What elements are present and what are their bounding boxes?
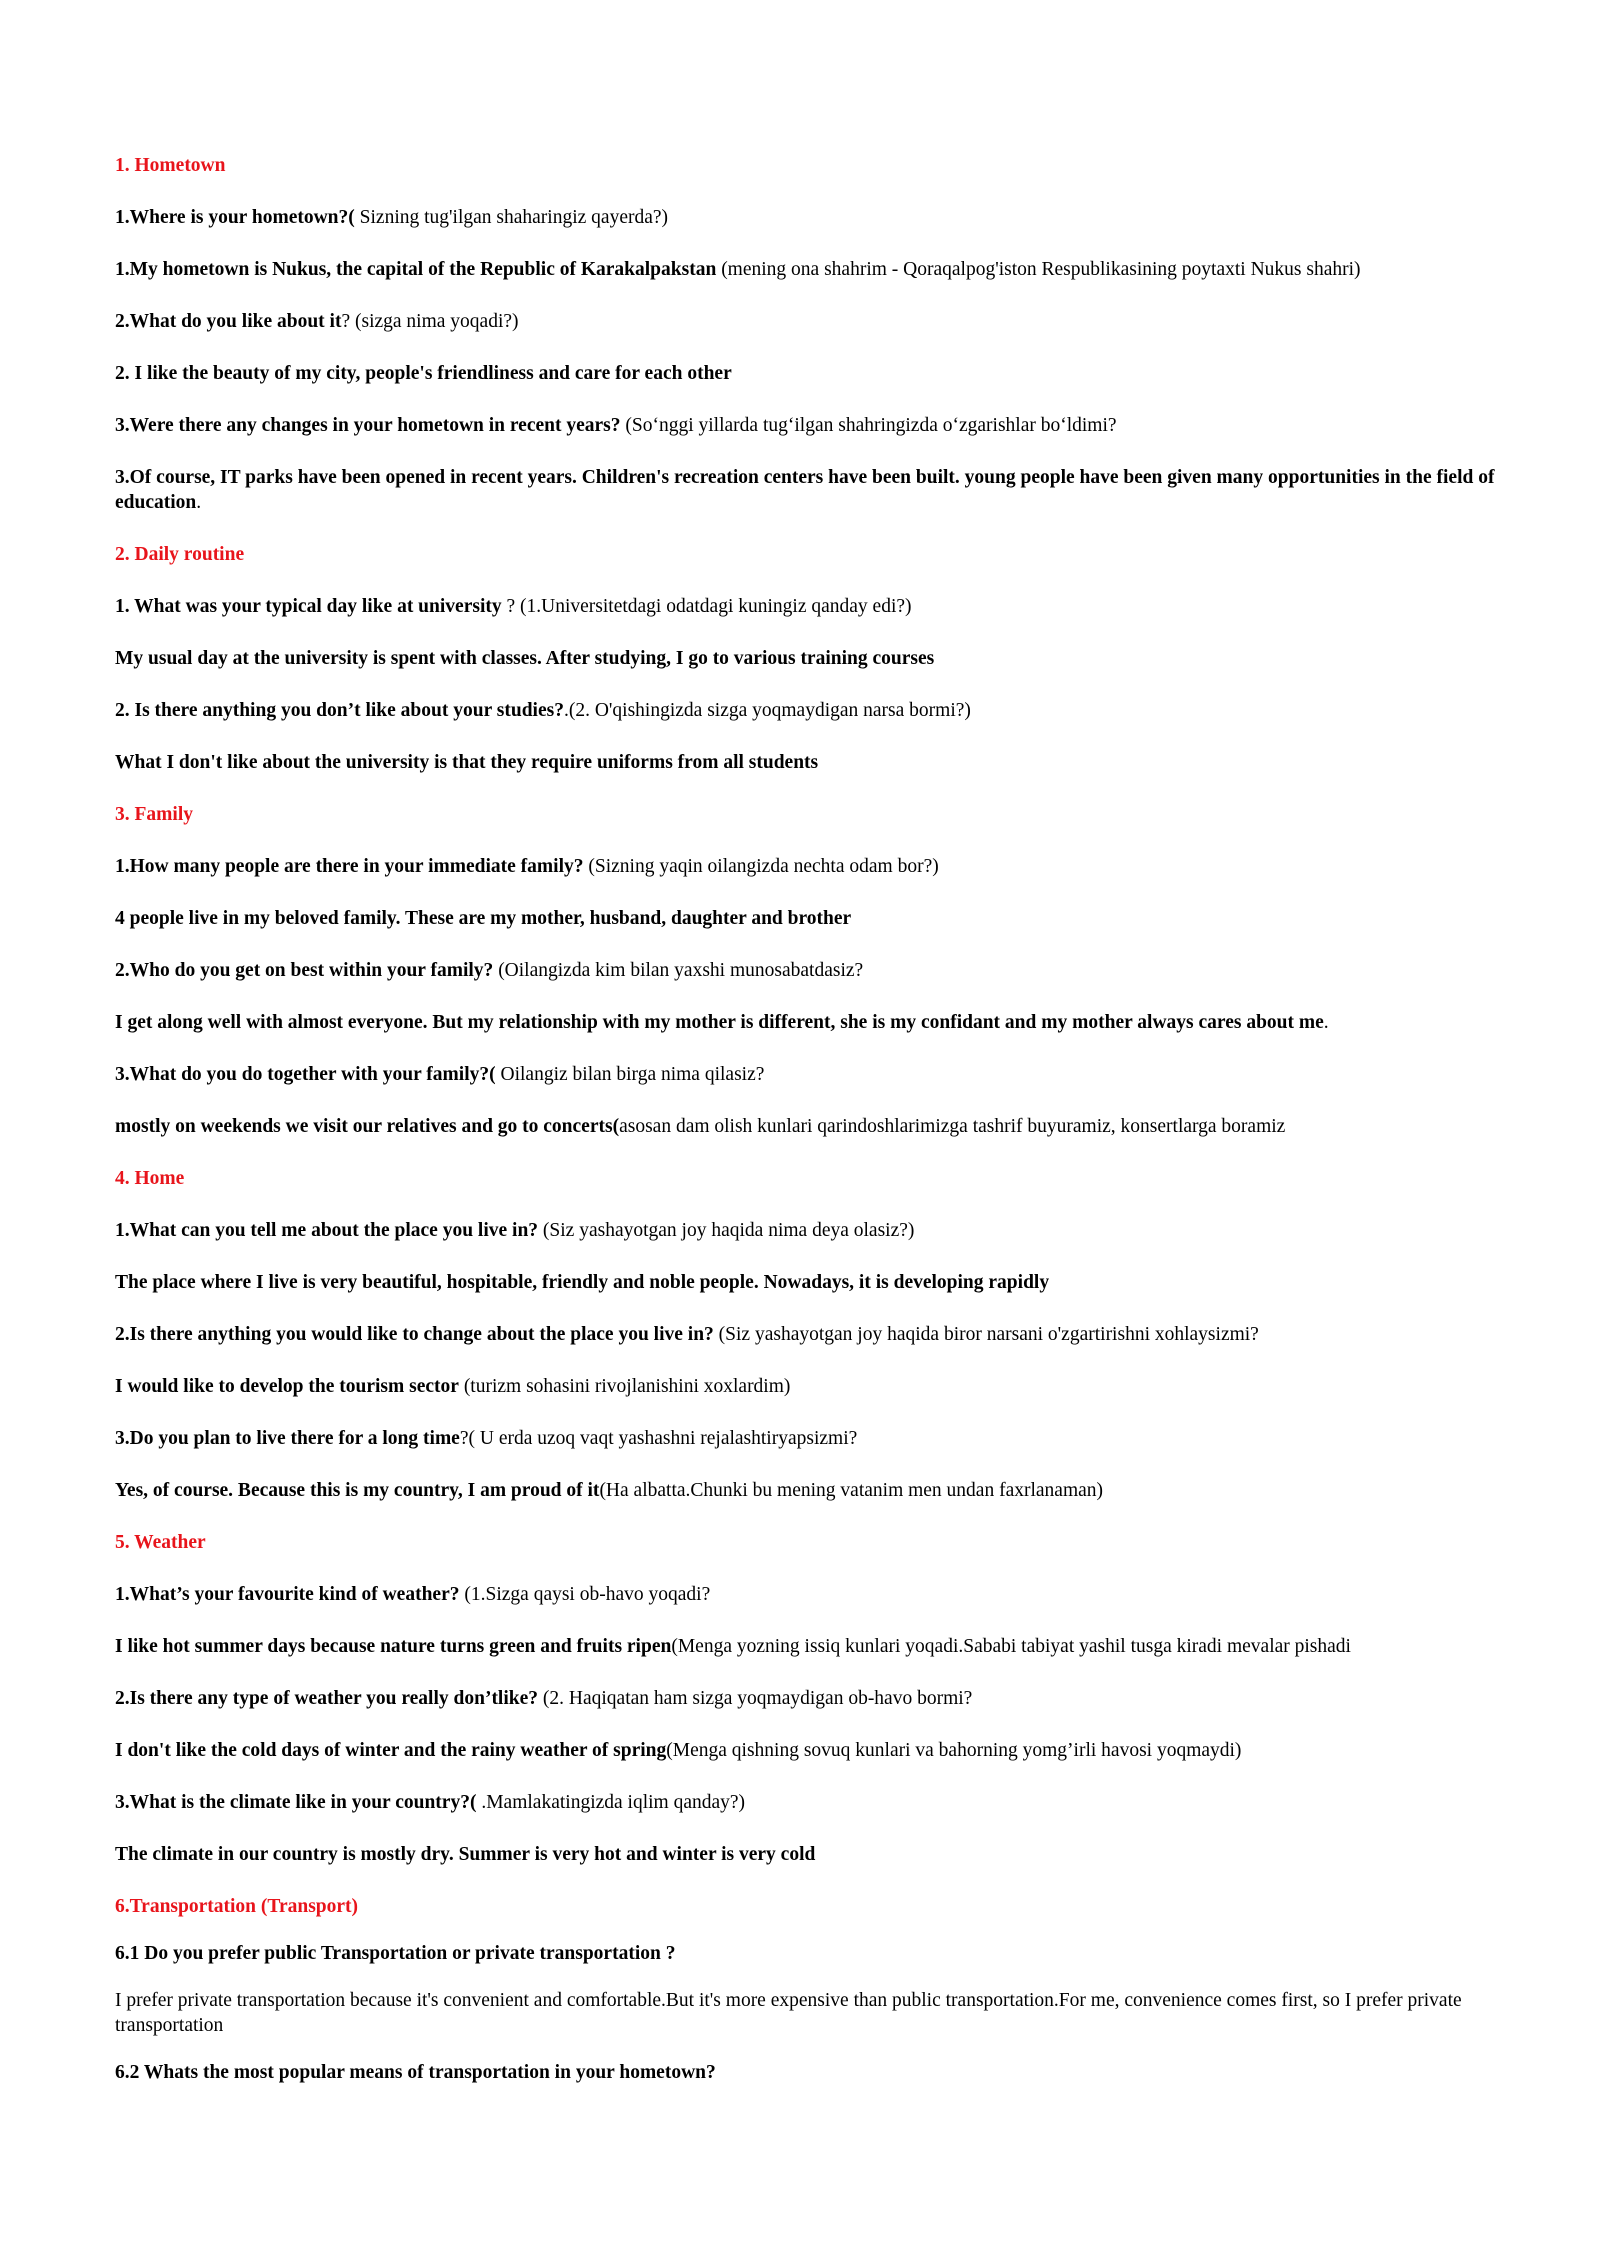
answer-text: The place where I live is very beautiful, hospitable, friendly and noble people. Nowadays, it is developing rapidly (115, 1272, 1050, 1293)
translation-text: (1.Sizga qaysi ob-havo yoqadi? (459, 1584, 711, 1605)
question-line (115, 1322, 1505, 1347)
answer-line (115, 646, 1505, 671)
translation-text: (Ha albatta.Chunki bu mening vatanim men undan faxrlanaman) (599, 1480, 1104, 1501)
translation-text: (mening ona shahrim - Qoraqalpog'iston Respublikasining poytaxti Nukus shahri) (716, 259, 1361, 280)
answer-text: 4 people live in my beloved family. These are my mother, husband, daughter and brother (115, 908, 852, 929)
answer-line (115, 1738, 1505, 1763)
translation-text: (Sizning yaqin oilangizda nechta odam bor?) (583, 856, 939, 877)
translation-text: . (1323, 1012, 1329, 1033)
question-text: 3.What do you do together with your family?( (115, 1064, 496, 1085)
answer-line (115, 1114, 1505, 1139)
translation-text: (Siz yashayotgan joy haqida nima deya olasiz?) (538, 1220, 915, 1241)
section-heading-transportation: 6.Transportation (Transport) (115, 1896, 359, 1917)
translation-text: (Menga qishning sovuq kunlari va bahorning yomg’irli havosi yoqmaydi) (666, 1740, 1242, 1761)
question-line (115, 205, 1505, 230)
answer-text: 1.My hometown is Nukus, the capital of the Republic of Karakalpakstan (115, 259, 717, 280)
question-line (115, 413, 1505, 438)
section-heading-daily-routine: 2. Daily routine (115, 544, 245, 565)
answer-text: The climate in our country is mostly dry. Summer is very hot and winter is very cold (115, 1844, 816, 1865)
translation-text: ? (1.Universitetdagi odatdagi kuningiz qanday edi?) (501, 596, 912, 617)
translation-text: Oilangiz bilan birga nima qilasiz? (495, 1064, 765, 1085)
question-line (115, 1686, 1505, 1711)
question-line (115, 1218, 1505, 1243)
question-line (115, 1062, 1505, 1087)
answer-text: 2. I like the beauty of my city, people's friendliness and care for each other (115, 363, 732, 384)
question-text: 1.Where is your hometown?( (115, 207, 355, 228)
translation-text: .(2. O'qishingizda sizga yoqmaydigan narsa bormi?) (563, 700, 971, 721)
question-line (115, 2060, 1505, 2085)
question-text: 6.2 Whats the most popular means of transportation in your hometown? (115, 2062, 716, 2083)
question-line (115, 958, 1505, 983)
answer-text: I don't like the cold days of winter and the rainy weather of spring (115, 1740, 667, 1761)
answer-text: What I don't like about the university is that they require uniforms from all students (115, 752, 819, 773)
answer-text: mostly on weekends we visit our relatives and go to concerts( (115, 1116, 620, 1137)
question-text: 3.Do you plan to live there for a long time (115, 1428, 460, 1449)
question-text: 3.Were there any changes in your hometown in recent years? (115, 415, 621, 436)
question-text: 2. Is there anything you don’t like about your studies? (115, 700, 564, 721)
answer-text: 3.Of course, IT parks have been opened in recent years. Children's recreation centers have been built. young people have been given many opportunities in the field of education (115, 467, 1495, 513)
answer-line (115, 465, 1505, 515)
answer-text: Yes, of course. Because this is my country, I am proud of it (115, 1480, 600, 1501)
question-text: 1. What was your typical day like at university (115, 596, 502, 617)
translation-text: (So‘nggi yillarda tug‘ilgan shahringizda o‘zgarishlar bo‘ldimi? (620, 415, 1117, 436)
question-text: 2.Is there anything you would like to change about the place you live in? (115, 1324, 714, 1345)
question-line (115, 594, 1505, 619)
question-line (115, 1582, 1505, 1607)
answer-line (115, 1010, 1505, 1035)
translation-text: Sizning tug'ilgan shaharingiz qayerda?) (354, 207, 669, 228)
question-text: 2.Who do you get on best within your family? (115, 960, 494, 981)
question-text: 1.What’s your favourite kind of weather? (115, 1584, 460, 1605)
translation-text: (Siz yashayotgan joy haqida biror narsani o'zgartirishni xohlaysizmi? (713, 1324, 1259, 1345)
answer-line (115, 906, 1505, 931)
answer-text: My usual day at the university is spent with classes. After studying, I go to various training courses (115, 648, 935, 669)
answer-line (115, 1374, 1505, 1399)
answer-line (115, 1270, 1505, 1295)
question-text: 1.How many people are there in your immediate family? (115, 856, 584, 877)
answer-line (115, 257, 1505, 282)
question-line (115, 698, 1505, 723)
question-text: 2.What do you like about it (115, 311, 342, 332)
answer-text: I would like to develop the tourism sector (115, 1376, 459, 1397)
question-text: 2.Is there any type of weather you really don’tlike? (115, 1688, 539, 1709)
translation-text: (2. Haqiqatan ham sizga yoqmaydigan ob-havo bormi? (538, 1688, 973, 1709)
answer-line (115, 1842, 1505, 1867)
translation-text: (Oilangizda kim bilan yaxshi munosabatdasiz? (493, 960, 864, 981)
translation-text: .Mamlakatingizda iqlim qanday?) (476, 1792, 746, 1813)
answer-line (115, 1988, 1505, 2038)
translation-text: . (196, 492, 202, 513)
answer-text: I get along well with almost everyone. But my relationship with my mother is different, she is my confidant and my mother always cares about me (115, 1012, 1324, 1033)
translation-text: asosan dam olish kunlari qarindoshlarimizga tashrif buyuramiz, konsertlarga boramiz (619, 1116, 1286, 1137)
answer-line (115, 750, 1505, 775)
translation-text: (Menga yozning issiq kunlari yoqadi.Sababi tabiyat yashil tusga kiradi mevalar pishadi (671, 1636, 1351, 1657)
question-text: 3.What is the climate like in your country?( (115, 1792, 477, 1813)
question-line (115, 1426, 1505, 1451)
section-heading-hometown: 1. Hometown (115, 155, 226, 176)
question-line (115, 854, 1505, 879)
answer-line (115, 1478, 1505, 1503)
translation-text: ?( U erda uzoq vaqt yashashni rejalashtiryapsizmi? (459, 1428, 858, 1449)
translation-text: ? (sizga nima yoqadi?) (341, 311, 519, 332)
answer-text: I like hot summer days because nature turns green and fruits ripen (115, 1636, 672, 1657)
answer-line (115, 361, 1505, 386)
section-heading-weather: 5. Weather (115, 1532, 206, 1553)
section-heading-family: 3. Family (115, 804, 193, 825)
translation-text: (turizm sohasini rivojlanishini xoxlardim) (458, 1376, 791, 1397)
answer-text-plain: I prefer private transportation because it's convenient and comfortable.But it's more expensive than public transportation.For me, convenience comes first, so I prefer private transportation (115, 1990, 1462, 2036)
question-text: 1.What can you tell me about the place you live in? (115, 1220, 539, 1241)
question-line (115, 309, 1505, 334)
question-line (115, 1790, 1505, 1815)
section-heading-home: 4. Home (115, 1168, 185, 1189)
question-text: 6.1 Do you prefer public Transportation or private transportation ? (115, 1943, 676, 1964)
answer-line (115, 1634, 1505, 1659)
question-line (115, 1941, 1505, 1966)
